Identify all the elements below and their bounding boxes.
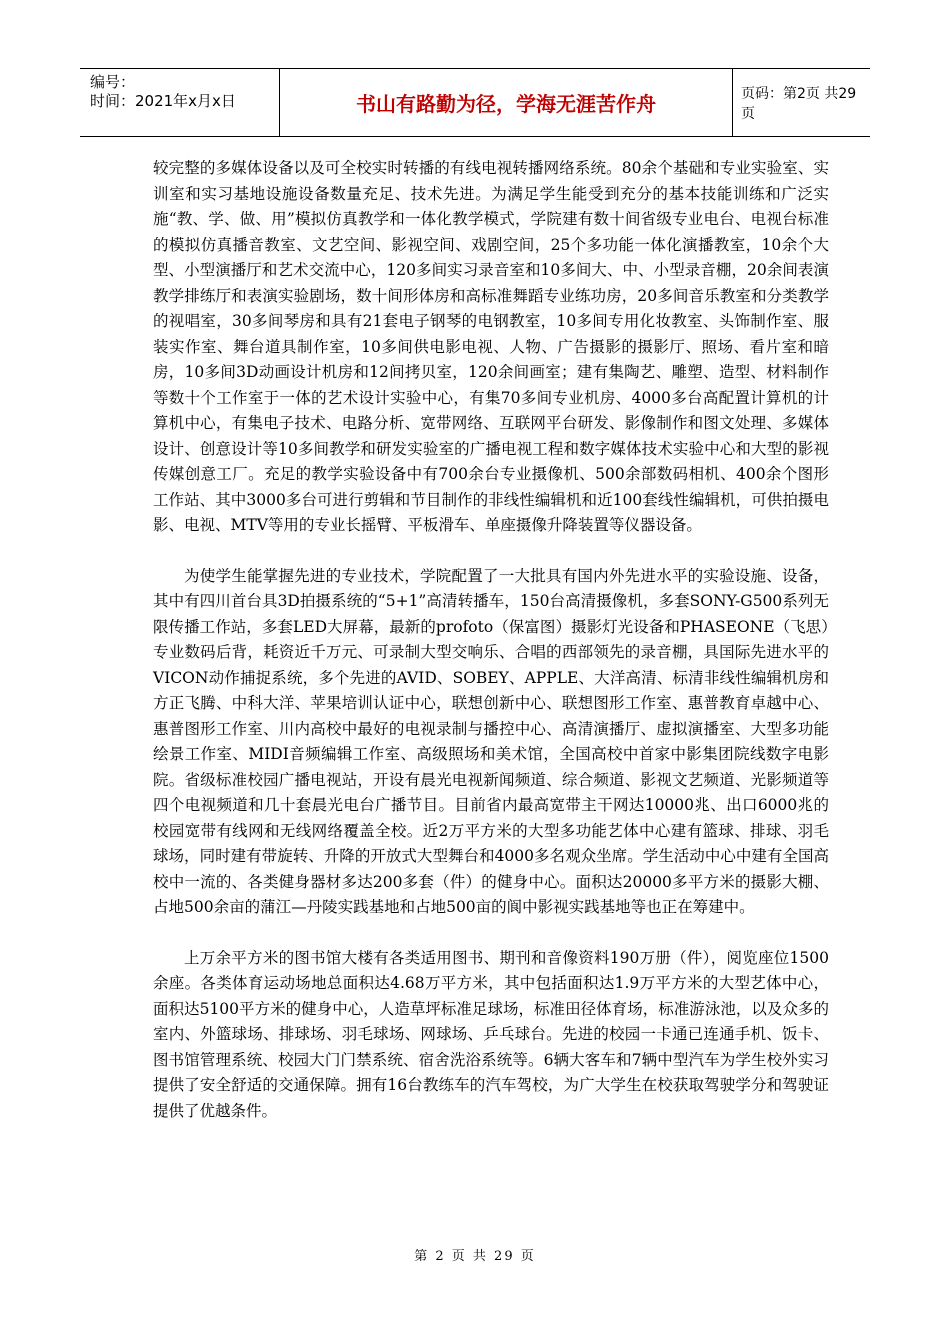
page-footer: 第 2 页 共 29 页: [414, 1249, 536, 1264]
paragraph-2: 为使学生能掌握先进的专业技术，学院配置了一大批具有国内外先进水平的实验设施、设备，其中有四川首台具3D拍摄系统的“5+1”高清转播车，150台高清摄像机，多套SONY-G500系列无限传播工作站，多套LED大屏幕，最新的profoto（保富图）摄影灯光设备和PHASEONE（飞思）专业数码后背，耗资近千万元、可录制大型交响乐、合唱的西部领先的录音棚，具国际先进水平的VICON动作捕捉系统，多个先进的AVID、SOBEY、APPLE、大洋高清、标清非线性编辑机房和方正飞腾、中科大洋、苹果培训认证中心，联想创新中心、联想图形工作室、惠普教育卓越中心、惠普图形工作室、川内高校中最好的电视录制与播控中心、高清演播厅、虚拟演播室、大型多功能绘景工作室、MIDI音频编辑工作室、高级照场和美术馆，全国高校中首家中影集团院线数字电影院。省级标准校园广播电视站，开设有晨光电视新闻频道、综合频道、影视文艺频道、光影频道等四个电视频道和几十套晨光电台广播节目。目前省内最高宽带主干网达10000兆、出口6000兆的校园宽带有线网和无线网络覆盖全校。近2万平方米的大型多功能艺体中心建有篮球、排球、羽毛球场，同时建有带旋转、升降的开放式大型舞台和4000多名观众坐席。学生活动中心中建有全国高校中一流的、各类健身器材多达200多套（件）的健身中心。面积达20000多平方米的摄影大棚、占地500余亩的蒲江—丹陵实践基地和占地500亩的阆中影视实践基地等也正在筹建中。: [153, 566, 829, 916]
page-header: [80, 68, 870, 137]
document-body: [153, 156, 829, 1149]
header-meta: [80, 69, 280, 136]
document-number: 编号：: [90, 73, 136, 91]
header-motto: 书山有路勤为径，学海无涯苦作舟: [280, 69, 733, 136]
document-date: 时间：2021年x月x日: [90, 92, 236, 110]
header-page-info: 页码：第2页 共29页: [741, 85, 857, 122]
paragraph-1: 较完整的多媒体设备以及可全校实时转播的有线电视转播网络系统。80余个基础和专业实验室、实训室和实习基地设施设备数量充足、技术先进。为满足学生能受到充分的基本技能训练和广泛实施“教、学、做、用”模拟仿真教学和一体化教学模式，学院建有数十间省级专业电台、电视台标准的模拟仿真播音教室、文艺空间、影视空间、戏剧空间，25个多功能一体化演播教室，10余个大型、小型演播厅和艺术交流中心，120多间实习录音室和10多间大、中、小型录音棚，20余间表演教学排练厅和表演实验剧场，数十间形体房和高标准舞蹈专业练功房，20多间音乐教室和分类教学的视唱室，30多间琴房和具有21套电子钢琴的电钢教室，10多间专用化妆教室、头饰制作室、服装实作室、舞台道具制作室，10多间供电影电视、人物、广告摄影的摄影厅、照场、看片室和暗房，10多间3D动画设计机房和12间拷贝室，120余间画室；建有集陶艺、雕塑、造型、材料制作等数十个工作室于一体的艺术设计实验中心，有集70多间专业机房、4000多台高配置计算机的计算机中心，有集电子技术、电路分析、宽带网络、互联网平台研发、影像制作和图文处理、多媒体设计、创意设计等10多间教学和研发实验室的广播电视工程和数字媒体技术实验中心和大型的影视传媒创意工厂。充足的教学实验设备中有700余台专业摄像机、500余部数码相机、400余个图形工作站、其中3000多台可进行剪辑和节目制作的非线性编辑机和近100套线性编辑机，可供拍摄电影、电视、MTV等用的专业长摇臂、平板滑车、单座摄像升降装置等仪器设备。: [153, 159, 829, 534]
paragraph-3: 上万余平方米的图书馆大楼有各类适用图书、期刊和音像资料190万册（件），阅览座位1500余座。各类体育运动场地总面积达4.68万平方米，其中包括面积达1.9万平方米的大型艺体中心，面积达5100平方米的健身中心，人造草坪标准足球场，标准田径体育场，标准游泳池，以及众多的室内、外篮球场、排球场、羽毛球场、网球场、乒乓球台。先进的校园一卡通已连通手机、饭卡、图书馆管理系统、校园大门门禁系统、宿舍洗浴系统等。6辆大客车和7辆中型汽车为学生校外实习提供了安全舒适的交通保障。拥有16台教练车的汽车驾校，为广大学生在校获取驾驶学分和驾驶证提供了优越条件。: [153, 948, 829, 1120]
